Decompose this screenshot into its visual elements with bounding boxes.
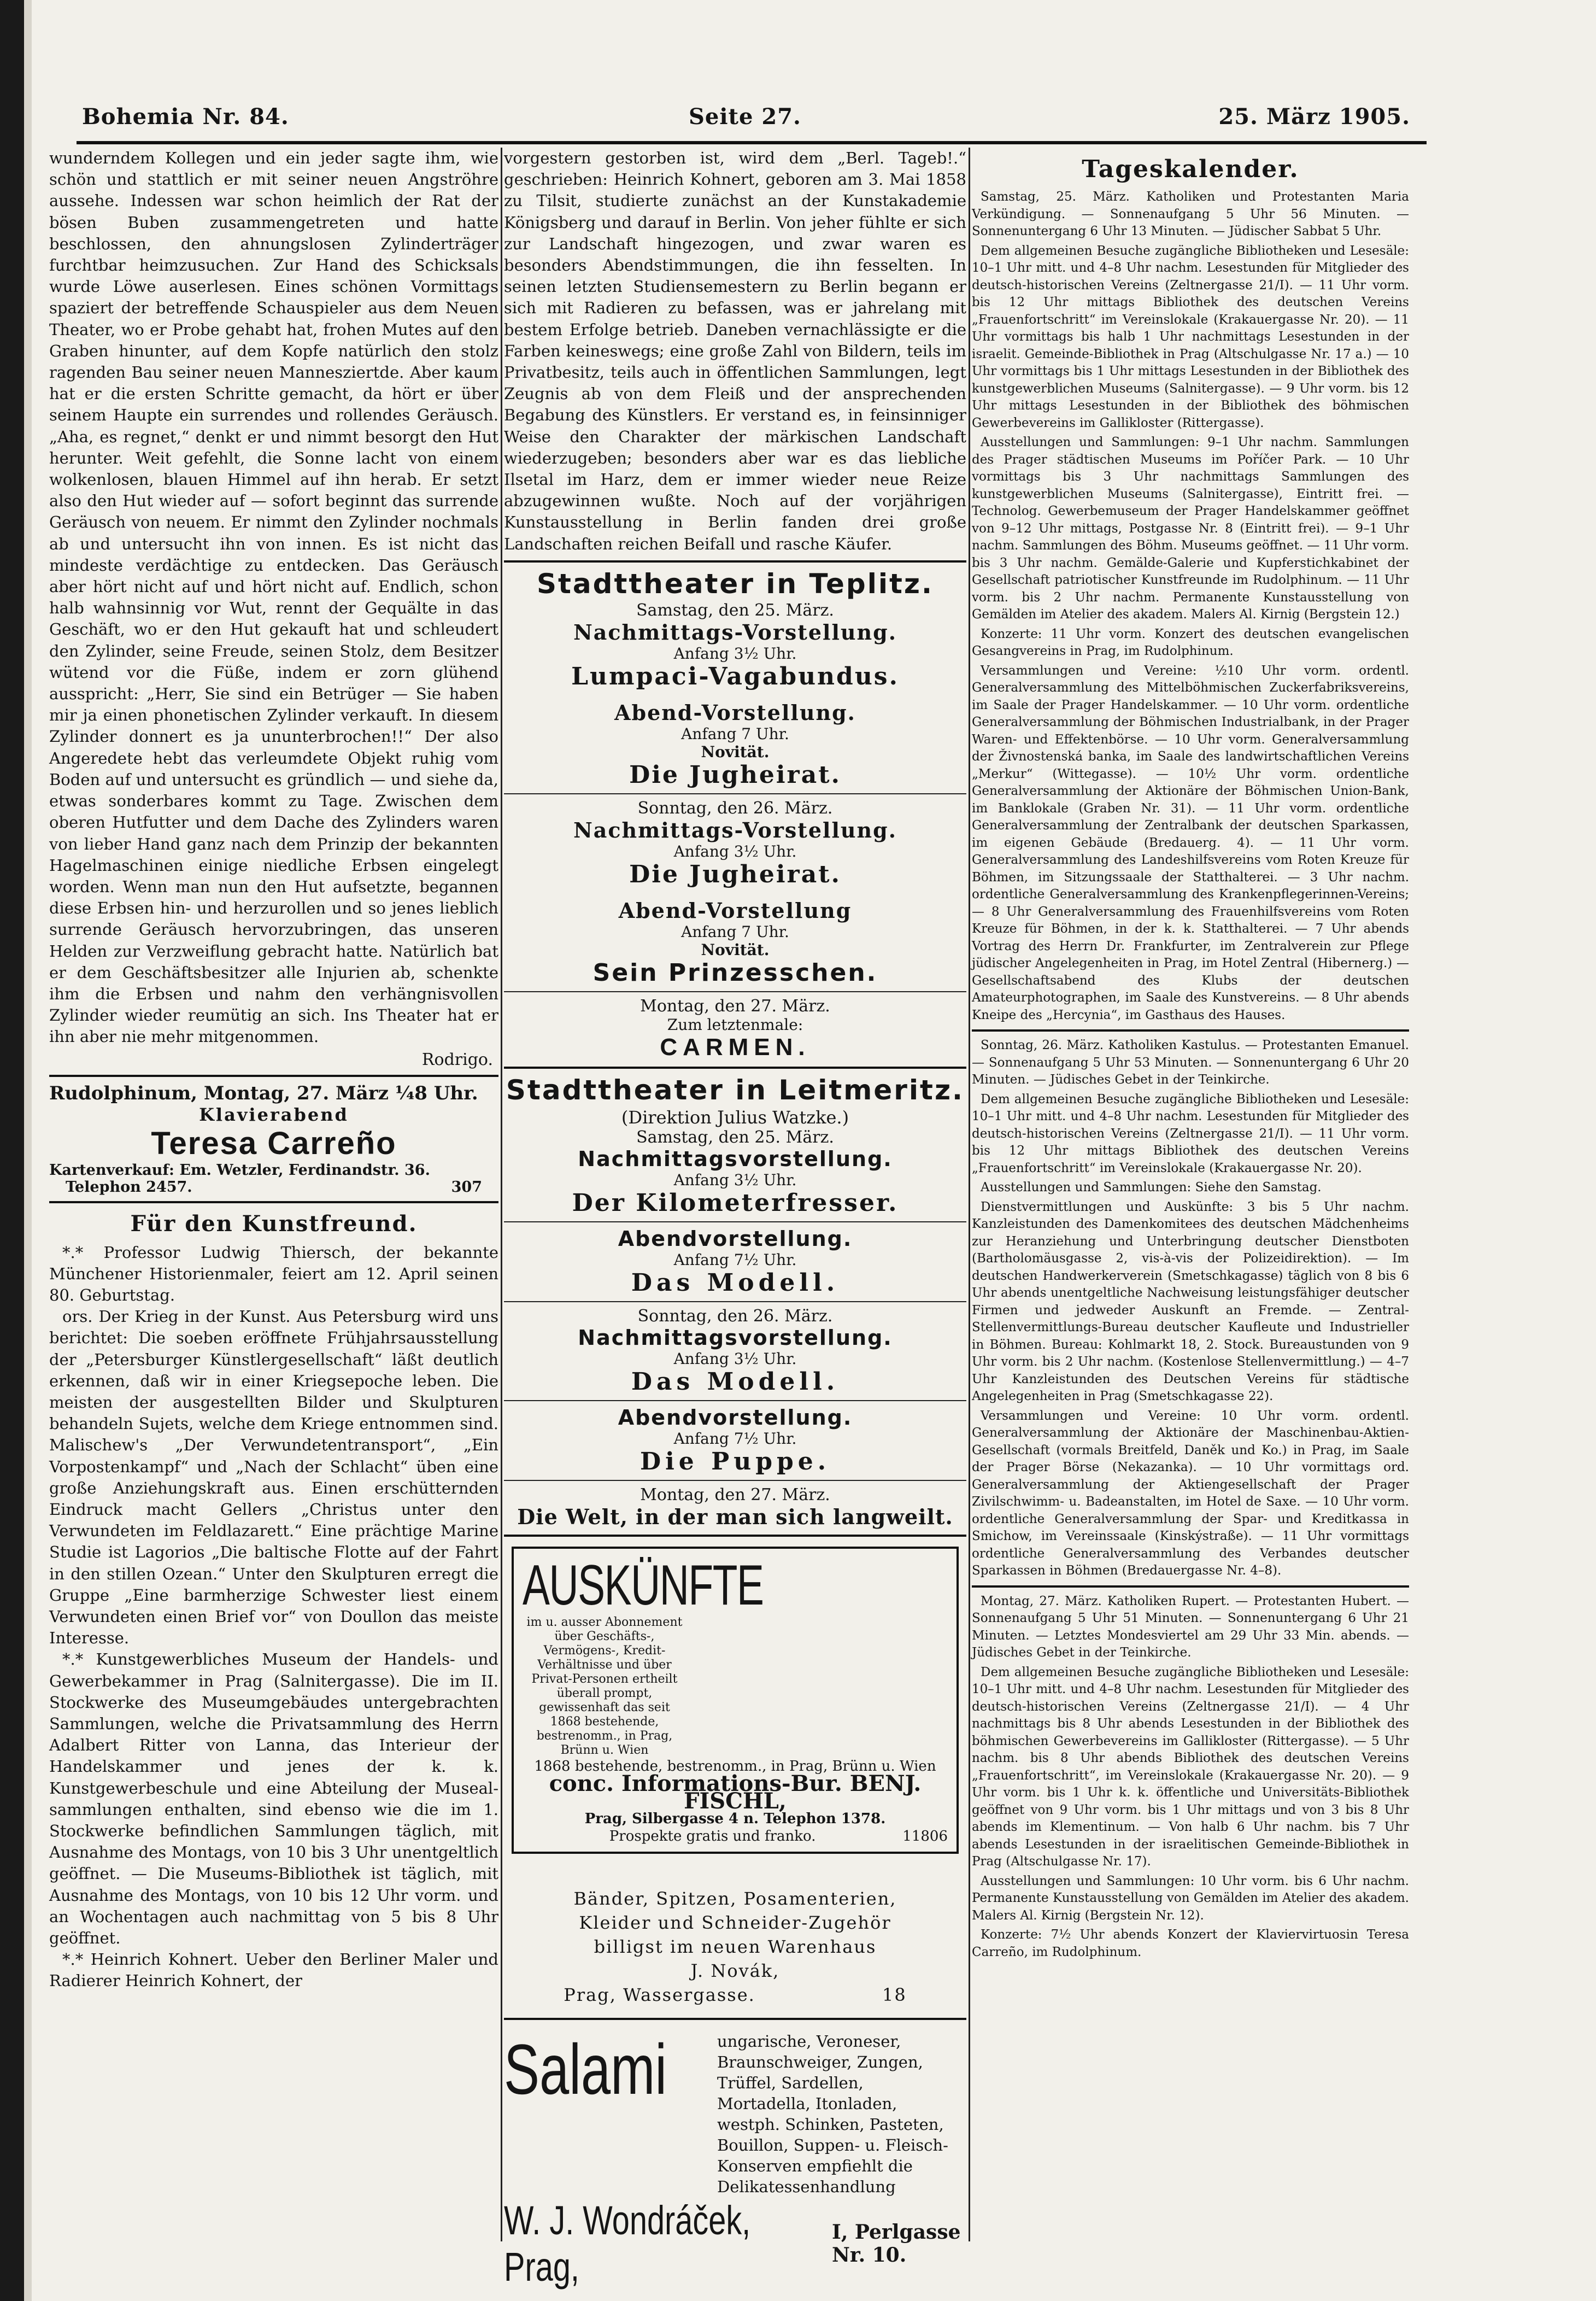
performance-date: Samstag, den 25. März. — [636, 600, 834, 620]
performance-date: Samstag, den 25. März. — [636, 1127, 834, 1147]
feuilleton-story — [49, 148, 498, 1048]
performance-time: Anfang 3½ Uhr. — [673, 1349, 797, 1368]
ad-line: Kleider und Schneider-Zugehör — [579, 1912, 891, 1933]
ad-number: 307 — [451, 1178, 482, 1196]
calendar-entry: Ausstellungen und Sammlungen: 9–1 Uhr nachm. Sammlungen des Prager städtischen Museums im Poříčer Park. — 10 Uhr vormittags bis 3 Uhr nachmittags Sammlungen des kunstgewerblichen Museums (Salnitergasse), Eintritt frei. — Technolog. Gewerbemuseum der Prager Handelskammer geöffnet von 9–12 Uhr mittags, Postgasse Nr. 8 (Eintritt frei). — 9–1 Uhr nachm. Sammlungen des Böhm. Museums geöffnet. — 11 Uhr vorm. bis 3 Uhr nachm. Gemälde-Galerie und Kupferstichkabinet der Gesellschaft patriotischer Kunstfreunde im Rudolphinum. — 11 Uhr vorm. bis 2 Uhr nachm. Permanente Kunstausstellung von Gemälden im Atelier des akadem. Malers Al. Kirnig (Bergstein 12.) — [972, 435, 1409, 622]
page-header — [82, 104, 1410, 139]
calendar-entry: Konzerte: 7½ Uhr abends Konzert der Klaviervirtuosin Teresa Carreño, im Rudolphinum. — [972, 1928, 1409, 1959]
story-paragraph: wunderndem Kollegen und ein jeder sagte ihm, wie schön und stattlich er mit seiner neuen Angströhre aussehe. Indessen war schon heimlich der Rat der bösen Buben zusammengetreten und hatte beschlossen, den ahnungslosen Zylinderträger furchtbar heimzusuchen. Zur Hand des Schicksals wurde Löwe auserlesen. Eines schönen Vormittags spaziert der betreffende Schauspieler aus dem Neuen Theater, wo er Probe gehabt hat, frohen Mutes auf den Graben hinunter, auf dem Kopfe natürlich den stolz ragenden Bau seiner neuen Mannesziertde. Aber kaum hat er die ersten Schritte gemacht, da hört er über seinem Haupte ein surrendes und rollendes Geräusch. „Aha, es regnet,“ denkt er und nimmt besorgt den Hut herunter. Weit gefehlt, die Sonne lacht von einem wolkenlosen, blauen Himmel auf ihn herab. Er setzt also den Hut wieder auf — sofort beginnt das surrende Geräusch von neuem. Er nimmt den Zylinder nochmals ab und untersucht ihn von innen. Es ist nicht das mindeste verdächtige zu entdecken. Das Geräusch aber hört nicht auf und hört nicht auf. Endlich, schon halb wahnsinnig vor Wut, rennt der Gequälte in das Geschäft, wo er den Hut gekauft hat und schleudert den Zylinder, seine Freude, seinen Stolz, dem Besitzer wütend vor die Füße, indem er zorn glühend ausspricht: „Herr, Sie sind ein Betrüger — Sie haben mir ja einen phonetischen Zylinder verkauft. In diesem Zylinder donnert es ja ununterbrochen!!“ Der also Angeredete hebt das verleumdete Objekt ruhig vom Boden auf und untersucht es gründlich — und siehe da, etwas sonderbares kommt zu Tage. Zwischen dem oberen Hutfutter und dem Dache des Zylinders waren von lieber Hand ganz nach dem Prinzip der bekannten Hagelmaschinen einige niedliche Erbsen eingelegt worden. Wenn man nun den Hut aufsetzte, begannen diese Erbsen hin- und herzurollen und so jenes lieblich surrende Geräusch hervorzubringen, das unseren Helden zur Verzweiflung gebracht hatte. Natürlich bat er dem Geschäftsbesitzer alle Injurien ab, schenkte ihm die Erbsen und nahm den verhängnisvollen Zylinder wieder reumütig an sich. Ins Theater hat er ihn aber nie mehr mitgenommen. — [49, 149, 498, 1046]
ad-footer — [523, 1758, 948, 1845]
calendar-entry: Versammlungen und Vereine: 10 Uhr vorm. ordentl. Generalversammlung der Aktionäre der Maschinenbau-Aktien-Gesellschaft (vormals Breitfeld, Daněk und Ko.) in Prag, im Saale der Prager Börse (Nekazanka). — 10 Uhr vormittags ord. Generalversammlung der Aktiengesellschaft der Prager Zivilschwimm- u. Badeanstalten, im Hotel de Saxe. — 10 Uhr vorm. ordentliche Generalversammlung der Spar- und Kreditkassa in Smichow, im Vereinssaale (Kinskýstraße). — 11 Uhr vormittags ordentliche Generalversammlung des Verbandes deutscher Sparkassen in Böhmen (Bredauergasse Nr. 4–8). — [972, 1408, 1409, 1578]
page-edge — [24, 0, 32, 2301]
column-2 — [504, 148, 966, 2290]
play-title: Die Puppe. — [639, 1447, 831, 1476]
calendar-entry: Ausstellungen und Sammlungen: 10 Uhr vorm. bis 6 Uhr nachm. Permanente Kunstausstellung von Gemälden im Atelier des akadem. Malers Al. Kirnig (Bergstein Nr. 12). — [972, 1873, 1409, 1923]
ad-description: ungarische, Veroneser, Braunschweiger, Zungen, Trüffel, Sardellen, Mortadella, Itonladen, westph. Schinken, Pasteten, Bouillon, Suppen- u. Fleisch-Konserven empfiehlt die Delikatessenhandlung — [717, 2031, 948, 2196]
divider — [49, 1075, 498, 1077]
ad-company: W. J. Wondráček, Prag, — [504, 2197, 751, 2290]
performance-time: Anfang 3½ Uhr. — [673, 644, 797, 663]
performance-type: Nachmittags-Vorstellung. — [573, 817, 897, 842]
play-title: Die Welt, in der man sich langweilt. — [517, 1504, 953, 1529]
divider — [504, 1480, 966, 1481]
daily-calendar — [972, 189, 1409, 1961]
performance-type: Abendvorstellung. — [618, 1226, 853, 1251]
divider — [504, 560, 966, 563]
performance-time: Anfang 7½ Uhr. — [673, 1250, 797, 1269]
performance-date: Montag, den 27. März. — [640, 1485, 830, 1504]
section-title: Tageskalender. — [1082, 155, 1299, 183]
ad-line: billigst im neuen Warenhaus — [594, 1936, 877, 1957]
ad-footer — [49, 1179, 498, 1196]
news-item: *.* Kunstgewerbliches Museum der Handels- und Gewerbekammer in Prag (Salnitergasse). Die im II. Stockwerke des Museumgebäudes untergebrachten Sammlungen, welche die Privatsammlung des Herrn Adalbert Ritter von Lanna, das Interieur der Handelskammer und jenes der k. k. Kunstgewerbeschule und eine Abteilung der Musealsammlungen enthalten, sind ebenso wie die im 1. Stockwerke befindlichen Sammlungen täglich, mit Ausnahme des Montags, von 10 bis 3 Uhr unentgeltlich geöffnet. — Die Museums-Bibliothek ist täglich, mit Ausnahme des Montags, von 10 bis 12 Uhr vorm. und an Wochentagen auch nachmittag von 5 bis 8 Uhr geöffnet. — [49, 1650, 498, 1948]
page-edge-shadow — [0, 0, 24, 2301]
header-rule — [77, 141, 1427, 144]
performance-note: Novität. — [701, 742, 770, 761]
ad-headline: Salami — [504, 2029, 667, 2109]
ad-performer: Teresa Carreño — [151, 1125, 397, 1161]
calendar-entry: Dienstvermittlungen und Auskünfte: 3 bis 5 Uhr nachm. Kanzleistunden des Damenkomitees des deutschen Mädchenheims zur Heranziehung und Unterbringung deutscher Dienstboten (Bartholomäusgasse 2, vis-à-vis der Polizeidirektion). — Im deutschen Handwerkerverein (Smetschkagasse) täglich von 8 bis 6 Uhr abends unentgeltliche Nachweisung leistungsfähiger deutscher Firmen und jedweder Auskunft an Fremde. — Zentral-Stellenvermittlungs-Bureau deutscher Kaufleute und Industrieller in Böhmen. Bureau: Kohlmarkt 18, 2. Stock. Bureaustunden von 9 Uhr vorm. bis 2 Uhr nachm. (Kostenlose Stellenvermittlung.) — 4–7 Uhr Kanzleistunden des Deutschen Vereins für städtische Angelegenheiten in Prag (Smetschkagasse 22). — [972, 1199, 1409, 1403]
column-divider — [501, 148, 502, 2241]
ad-description: im u. ausser Abonnement über Geschäfts-, Vermögens-, Kredit-Verhältnisse und über Privat-Personen ertheilt überall prompt, gewissenhaft das seit 1868 bestehende, bestrenomm., in Prag, Brünn u. Wien — [526, 1615, 683, 1757]
performance-time: Anfang 3½ Uhr. — [673, 842, 797, 860]
theater-director: (Direktion Julius Watzke.) — [621, 1106, 849, 1128]
play-title: Das Modell. — [631, 1367, 840, 1396]
ad-company: conc. Informations-Bur. BENJ. FISCHL, — [549, 1770, 922, 1814]
divider — [504, 1535, 966, 1537]
divider — [972, 1029, 1409, 1032]
information-bureau-ad — [512, 1547, 959, 1854]
news-item: *.* Professor Ludwig Thiersch, der bekannte Münchener Historienmaler, feiert am 12. April seinen 80. Geburtstag. — [49, 1243, 498, 1304]
column-divider — [969, 148, 970, 2241]
performance-type: Abend-Vorstellung. — [614, 700, 856, 725]
performance-time: Anfang 7 Uhr. — [681, 724, 789, 743]
story-paragraph: vorgestern gestorben ist, wird dem „Berl. Tageb!.“ geschrieben: Heinrich Kohnert, geboren am 3. Mai 1858 zu Tilsit, studierte zunächst an der Kunstakademie Königsberg und darauf in Berlin. Von jeher fühlte er sich zur Landschaft hingezogen, und zwar waren es besonders Abendstimmungen, die ihn fesselten. In seinen letzten Studiensemestern zu Berlin begann er sich mit Radieren zu befassen, was er jahrelang mit bestem Erfolge betrieb. Daneben vernachlässigte er die Farben keineswegs; eine große Zahl von Bildern, teils im Privatbesitz, teils auch in öffentlichen Sammlungen, legt Zeugnis ab von dem Fleiß und der ansprechenden Begabung des Künstlers. Er verstand es, in feinsinniger Weise den Charakter der märkischen Landschaft wiederzugeben; besonders aber war es das liebliche Ilsetal im Harz, dem er immer wieder neue Reize abzugewinnen wußte. Noch auf der vorjährigen Kunstausstellung in Berlin fanden drei große Landschaften reichen Beifall und rasche Käufer. — [504, 149, 966, 553]
teplitz-theater-ad — [504, 568, 966, 1061]
column-3 — [972, 148, 1409, 2258]
news-item: *.* Heinrich Kohnert. Ueber den Berliner Maler und Radierer Heinrich Kohnert, der — [49, 1950, 498, 1990]
ad-line: Prag, Wassergasse. 18 — [564, 1984, 907, 2005]
obituary-continuation — [504, 148, 966, 555]
performance-type: Abend-Vorstellung — [618, 898, 852, 923]
performance-date: Sonntag, den 26. März. — [637, 798, 833, 818]
performance-type: Nachmittagsvorstellung. — [578, 1325, 893, 1350]
play-title: CARMEN. — [660, 1033, 811, 1061]
performance-date: Montag, den 27. März. — [640, 996, 830, 1016]
ad-address: Prag, Silbergasse 4 n. Telephon 1378. — [584, 1810, 886, 1827]
calendar-entry: Samstag, 25. März. Katholiken und Protestanten Maria Verkündigung. — Sonnenaufgang 5 Uhr 56 Minuten. — Sonnenuntergang 6 Uhr 13 Minuten. — Jüdischer Sabbat 5 Uhr. — [972, 190, 1409, 238]
divider — [49, 1201, 498, 1203]
divider — [972, 1585, 1409, 1588]
header-page-number: Seite 27. — [689, 104, 801, 130]
author-signature: Rodrigo. — [421, 1050, 493, 1069]
ad-event-type: Klavierabend — [199, 1104, 349, 1125]
ad-ticket-sales: Kartenverkauf: Em. Wetzler, Ferdinandstr. 36. — [49, 1161, 430, 1179]
play-title: Das Modell. — [631, 1268, 840, 1297]
ad-line: Bänder, Spitzen, Posamenterien, — [573, 1888, 897, 1909]
play-title: Die Jugheirat. — [629, 860, 841, 888]
calendar-entry: Versammlungen und Vereine: ½10 Uhr vorm. ordentl. Generalversammlung des Mittelböhmischen Zuckerfabriksvereins, im Saale der Prager Handelskammer. — 10 Uhr vorm. ordentliche Generalversammlung der Böhmischen Industrialbank, in der Prager Waren- und Effektenbörse. — 10 Uhr vorm. Generalversammlung der Živnostenská banka, im Saale des landwirtschaftlichen Vereins „Merkur“ (Wittegasse). — 10½ Uhr vorm. ordentliche Generalversammlung der Aktionäre der Böhmischen Union-Bank, im Banklokale (Graben Nr. 31). — 11 Uhr vorm. ordentliche Generalversammlung der Zentralbank der deutschen Sparkassen, im eigenen Gebäude (Bredauerg. 4). — 11 Uhr vorm. Generalversammlung des Landeshilfsvereins vom Roten Kreuze für Böhmen, im Sitzungssaale der Statthalterei. — 3 Uhr nachm. ordentliche Generalversammlung des Krankenpflegerinnen-Vereins; — 8 Uhr Generalversammlung des Frauenhilfsvereins vom Roten Kreuze für Böhmen, in der k. k. Statthalterei. — 7 Uhr abends Vortrag des Herrn Dr. Frankfurter, im Zentralverein zur Pflege jüdischer Angelegenheiten in Prag, im Hotel Zentral (Hibernerg.) — Gesellschaftsabend des Klubs der deutschen Amateurphotographen, im Saale des Kunstvereins. — 8 Uhr abends Kneipe des „Hercynia“, im Gasthaus des Hauses. — [972, 663, 1409, 1022]
ad-address: I, Perlgasse Nr. 10. — [832, 2220, 961, 2267]
divider — [504, 1067, 966, 1069]
calendar-entry: Sonntag, 26. März. Katholiken Kastulus. — Protestanten Emanuel. — Sonnenaufgang 5 Uhr 53 Minuten. — Sonnenuntergang 6 Uhr 20 Minuten. — Jüdisches Gebet in der Teinkirche. — [972, 1038, 1409, 1087]
performance-time: Anfang 7 Uhr. — [681, 922, 789, 941]
column-1 — [49, 148, 498, 2258]
theater-title: Stadttheater in Leitmeritz. — [506, 1074, 965, 1106]
warehouse-ad — [504, 1887, 966, 2007]
calendar-entry: Dem allgemeinen Besuche zugängliche Bibliotheken und Lesesäle: 10–1 Uhr mitt. und 4–8 Uhr nachm. Lesestunden für Mitglieder des deutsch-historischen Vereins (Zeltnergasse 21/I). — 11 Uhr vorm. bis 12 Uhr mittags Bibliothek des deutschen Vereins „Frauenfortschritt“ im Vereinslokale (Krakauergasse Nr. 20). — 11 Uhr vormittags bis halb 1 Uhr nachmittags Lesestunden in der israelit. Gemeinde-Bibliothek in Prag (Altschulgasse Nr. 17 a.) — 10 Uhr vormittags bis 1 Uhr mittags Lesestunden in der Bibliothek des kunstgewerblichen Museums (Salnitergasse). — 9 Uhr vorm. bis 12 Uhr mittags Lesestunden in der Bibliothek des böhmischen Gewerbevereins im Gallikloster (Rittergasse). — [972, 243, 1409, 430]
calendar-entry: Ausstellungen und Sammlungen: Siehe den Samstag. — [981, 1180, 1322, 1195]
calendar-entry: Dem allgemeinen Besuche zugängliche Bibliotheken und Lesesäle: 10–1 Uhr mitt. und 4–8 Uhr nachm. Lesestunden für Mitglieder des deutsch-historischen Vereins (Zeltnergasse 21/I). — 11 Uhr vorm. bis 12 Uhr mittags Bibliothek des deutschen Vereins „Frauenfortschritt“ im Vereinslokale (Krakauergasse Nr. 20). — [972, 1092, 1409, 1175]
divider — [504, 2018, 966, 2020]
play-title: Lumpaci-Vagabundus. — [571, 662, 899, 690]
calendar-entry: Montag, 27. März. Katholiken Rupert. — Protestanten Hubert. — Sonnenaufgang 5 Uhr 51 Minuten. — Sonnenuntergang 6 Uhr 21 Minuten. — Letztes Mondesviertel am 29 Uhr 33 Min. abends. — Jüdisches Gebet in der Teinkirche. — [972, 1594, 1409, 1660]
theater-title: Stadttheater in Teplitz. — [537, 567, 934, 600]
play-title: Die Jugheirat. — [629, 760, 841, 789]
news-item: ors. Der Krieg in der Kunst. Aus Petersburg wird uns berichtet: Die soeben eröffnete Frühjahrsausstellung der „Petersburger Künstlergesellschaft“ läßt deutlich erkennen, daß wir in einer Kriegsepoche leben. Die meisten der ausgestellten Bilder und Skulpturen behandeln Sujets, welche dem Kriege entnommen sind. Malischew's „Der Verwundetentransport“, „Ein Vorpostenkampf“ und „Nach der Schlacht“ üben eine große Anziehungskraft aus. Einen erschütternden Eindruck macht Gellers „Christus unter den Verwundeten im Feldlazarett.“ Eine prächtige Marine Studie ist Lagorios „Die baltische Flotte auf der Fahrt in den stillen Ozean.“ Unter den Skulpturen erregt die Gruppe „Eine barmherzige Schwester liest einem Verwundeten einen Brief vor“ von Doullon das meiste Interesse. — [49, 1307, 498, 1648]
divider — [504, 1221, 966, 1222]
performance-type: Nachmittags-Vorstellung. — [573, 619, 897, 645]
leitmeritz-theater-ad — [504, 1074, 966, 1529]
divider — [504, 793, 966, 794]
performance-type: Abendvorstellung. — [618, 1405, 853, 1430]
art-news — [49, 1242, 498, 1992]
performance-note: Novität. — [701, 940, 770, 959]
calendar-entry: Dem allgemeinen Besuche zugängliche Bibliotheken und Lesesäle: 10–1 Uhr mitt. und 4–8 Uhr nachm. Lesestunden für Mitglieder des deutsch-historischen Vereins (Zeltnergasse 21/I). — 4 Uhr nachmittags bis 8 Uhr abends Lesestunden in der Bibliothek des böhmischen Gewerbevereins im Gallikloster (Rittergasse). — 5 Uhr nachm. bis 8 Uhr abends Bibliothek des deutschen Vereins „Frauenfortschritt“, im Vereinslokale (Krakauergasse Nr. 20). — 9 Uhr vorm. bis 1 Uhr k. k. öffentliche und Universitäts-Bibliothek geöffnet von 9 Uhr vorm. bis 1 Uhr mittags und von 3 bis 8 Uhr abends im Klementinum. — Von halb 6 Uhr nachm. bis 7 Uhr abends Lesestunden in der israelitischen Gemeinde-Bibliothek in Prag (Altschulgasse Nr. 17). — [972, 1665, 1409, 1869]
ad-telephone: Telephon 2457. — [66, 1178, 192, 1196]
ad-headline: AUSKÜNFTE — [523, 1553, 764, 1617]
section-title: Für den Kunstfreund. — [130, 1210, 418, 1237]
performance-time: Anfang 3½ Uhr. — [673, 1170, 797, 1189]
divider — [504, 1301, 966, 1302]
play-title: Sein Prinzesschen. — [592, 958, 878, 987]
ad-line: J. Novák, — [690, 1960, 780, 1981]
ad-footer — [504, 2197, 966, 2290]
divider — [504, 1400, 966, 1401]
header-date: 25. März 1905. — [1218, 104, 1410, 130]
concert-advertisement — [49, 1082, 498, 1196]
ad-prospect: Prospekte gratis und franko. 11806 — [609, 1828, 948, 1845]
performance-note: Zum letztenmale: — [667, 1015, 803, 1034]
header-paper-issue: Bohemia Nr. 84. — [82, 104, 289, 130]
ad-venue-line: Rudolphinum, Montag, 27. März ¼8 Uhr. — [49, 1082, 478, 1104]
performance-type: Nachmittagsvorstellung. — [578, 1146, 893, 1171]
delicatessen-ad — [504, 2031, 966, 2290]
divider — [504, 991, 966, 992]
calendar-entry: Konzerte: 11 Uhr vorm. Konzert des deutschen evangelischen Gesangvereins in Prag, im Rudolphinum. — [972, 627, 1409, 658]
ad-line: 1868 bestehende, bestrenomm., in Prag, Brünn u. Wien — [534, 1758, 936, 1775]
play-title: Der Kilometerfresser. — [572, 1188, 899, 1217]
performance-date: Sonntag, den 26. März. — [637, 1306, 833, 1326]
performance-time: Anfang 7½ Uhr. — [673, 1429, 797, 1448]
